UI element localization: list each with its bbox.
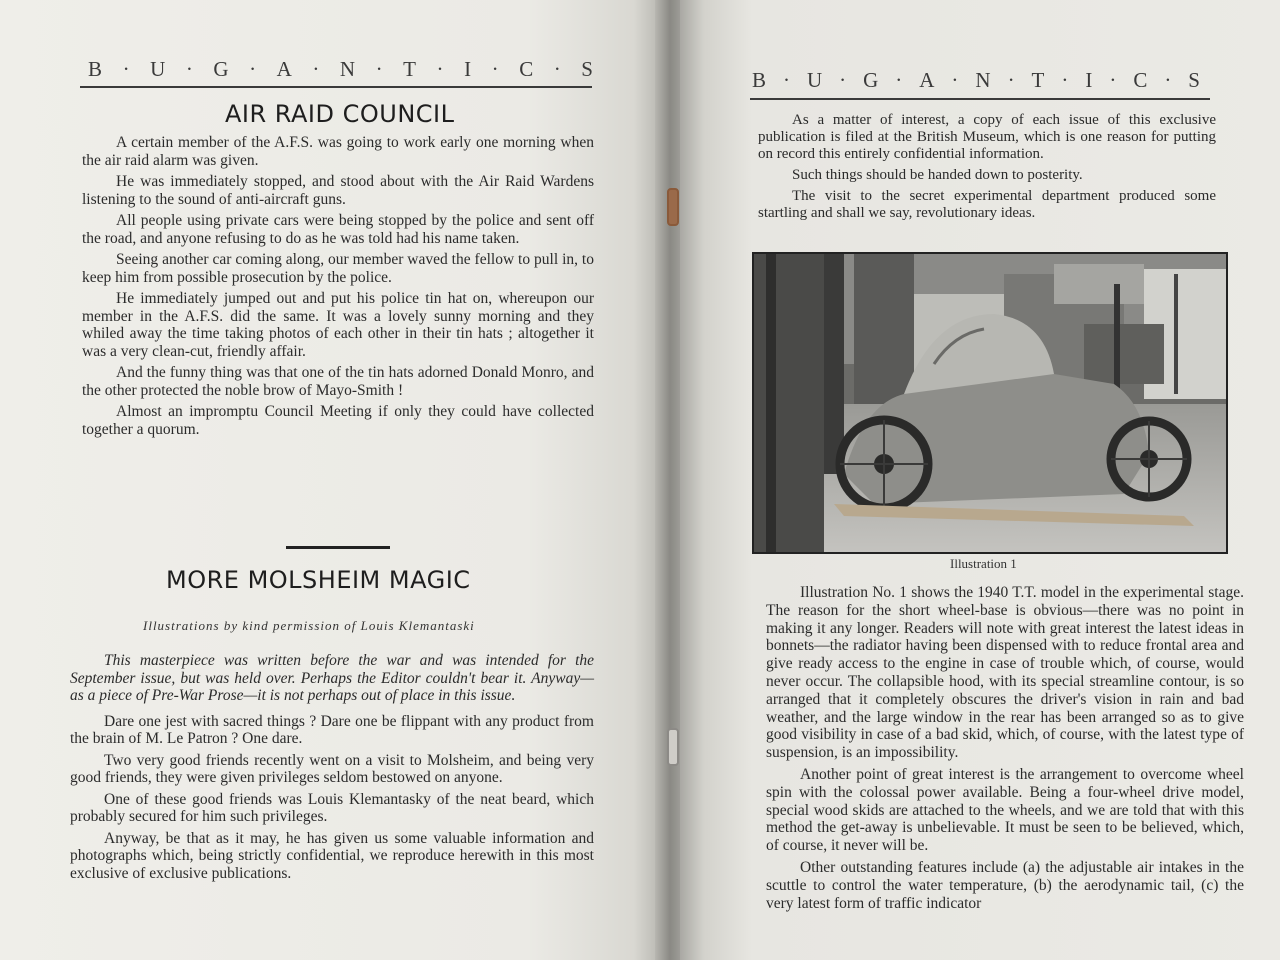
editor-intro: This masterpiece was written before the war and was intended for the September issue, but was held over. Perhaps the Editor couldn't bear it. Anyway—as a piece of Pre-War Prose—it is not perhaps out of place in this issue. [70, 652, 594, 704]
paragraph: The visit to the secret experimental department produced some startling and shall we say, revolutionary ideas. [758, 188, 1216, 221]
masthead-letter: A [919, 68, 935, 92]
air-raid-council-title: AIR RAID COUNCIL [225, 100, 455, 128]
paragraph: Two very good friends recently went on a visit to Molsheim, and being very good friends, they were given privileges seldom bestowed on anyone. [70, 751, 594, 786]
paragraph: A certain member of the A.F.S. was going to work early one morning when the air raid alarm was given. [82, 134, 594, 169]
paragraph: Other outstanding features include (a) the adjustable air intakes in the scuttle to control the water temperature, (b) the aerodynamic tail, (c) the very latest form of traffic indicator [766, 858, 1244, 912]
vintage-car-photo [752, 252, 1228, 554]
left-masthead-rule [80, 86, 592, 88]
masthead-letter: G [213, 57, 229, 81]
masthead-letter: T [1031, 68, 1045, 92]
right-masthead: B · U · G · A · N · T · I · C · S [752, 68, 1200, 92]
illustration-credit: Illustrations by kind permission of Louis Klemantaski [143, 618, 475, 633]
left-masthead: B · U · G · A · N · T · I · C · S [88, 57, 593, 81]
molsheim-body [70, 652, 594, 886]
paragraph: Another point of great interest is the arrangement to overcome wheel spin with the colossal power available. Being a four-wheel drive model, special wood skids are attached to the wheels, and we are told that with this method the get-away is unbelievable. It must be seen to be believed, which, of course, it never will be. [766, 765, 1244, 855]
staple [667, 728, 679, 766]
masthead-letter: U [806, 68, 823, 92]
more-molsheim-magic-title: MORE MOLSHEIM MAGIC [166, 566, 471, 594]
right-masthead-rule [750, 98, 1210, 100]
paragraph: And the funny thing was that one of the tin hats adorned Donald Monro, and the other protected the noble brow of Mayo-Smith ! [82, 364, 594, 399]
paragraph: Illustration No. 1 shows the 1940 T.T. model in the experimental stage. The reason for the short wheel-base is obvious—there was no point in making it any longer. Readers will note with great interest the latest ideas in bonnets—the radiator having been dispensed with to reduce frontal area and give ready access to the engine in case of trouble which, of course, would never occur. The collapsible hood, with its special streamline contour, is so arranged that it completely obscures the driver's vision in rain and bad weather, and the large window in the rear has been arranged so as to give good visibility in case of a bad skid, which, of course, with the latest type of suspension, is an impossibility. [766, 584, 1244, 762]
paragraph: Almost an impromptu Council Meeting if only they could have collected together a quorum. [82, 403, 594, 438]
masthead-letter: N [975, 68, 991, 92]
paragraph: All people using private cars were being stopped by the police and sent off the road, and anyone refusing to do as he was told had his name taken. [82, 212, 594, 247]
masthead-letter: S [581, 57, 593, 81]
masthead-letter: I [464, 57, 472, 81]
right-top-body [758, 112, 1216, 226]
masthead-letter: I [1085, 68, 1093, 92]
article-divider [286, 546, 390, 549]
right-bottom-body [766, 584, 1244, 916]
paragraph: Seeing another car coming along, our member waved the fellow to pull in, to keep him from possible prosecution by the police. [82, 251, 594, 286]
paragraph: One of these good friends was Louis Klemantasky of the neat beard, which probably secured for him such privileges. [70, 790, 594, 825]
paragraph: Dare one jest with sacred things ? Dare one be flippant with any product from the brain of M. Le Patron ? One dare. [70, 712, 594, 747]
paragraph: As a matter of interest, a copy of each issue of this exclusive publication is filed at the British Museum, which is one reason for putting on record this entirely confidential information. [758, 112, 1216, 162]
masthead-letter: N [339, 57, 356, 81]
staple [667, 188, 679, 226]
air-raid-council-body [82, 134, 594, 442]
masthead-letter: T [403, 57, 416, 81]
paragraph: He immediately jumped out and put his police tin hat on, whereupon our member in the A.F.S. did the same. It was a lovely sunny morning and they whiled away the time taking photos of each other in their tin hats ; altogether it was a very clean-cut, friendly affair. [82, 290, 594, 360]
masthead-letter: U [150, 57, 166, 81]
masthead-letter: C [519, 57, 534, 81]
photo-caption: Illustration 1 [950, 556, 1017, 571]
masthead-letter: C [1133, 68, 1148, 92]
masthead-letter: A [276, 57, 292, 81]
paragraph: Anyway, be that as it may, he has given us some valuable information and photographs which, being strictly confidential, we reproduce herewith in this most exclusive of exclusive publications. [70, 829, 594, 882]
masthead-letter: B [88, 57, 103, 81]
masthead-letter: S [1188, 68, 1200, 92]
paragraph: Such things should be handed down to posterity. [792, 167, 1083, 183]
masthead-letter: G [863, 68, 879, 92]
paragraph: He was immediately stopped, and stood about with the Air Raid Wardens listening to the sound of anti-aircraft guns. [82, 173, 594, 208]
masthead-letter: B [752, 68, 767, 92]
